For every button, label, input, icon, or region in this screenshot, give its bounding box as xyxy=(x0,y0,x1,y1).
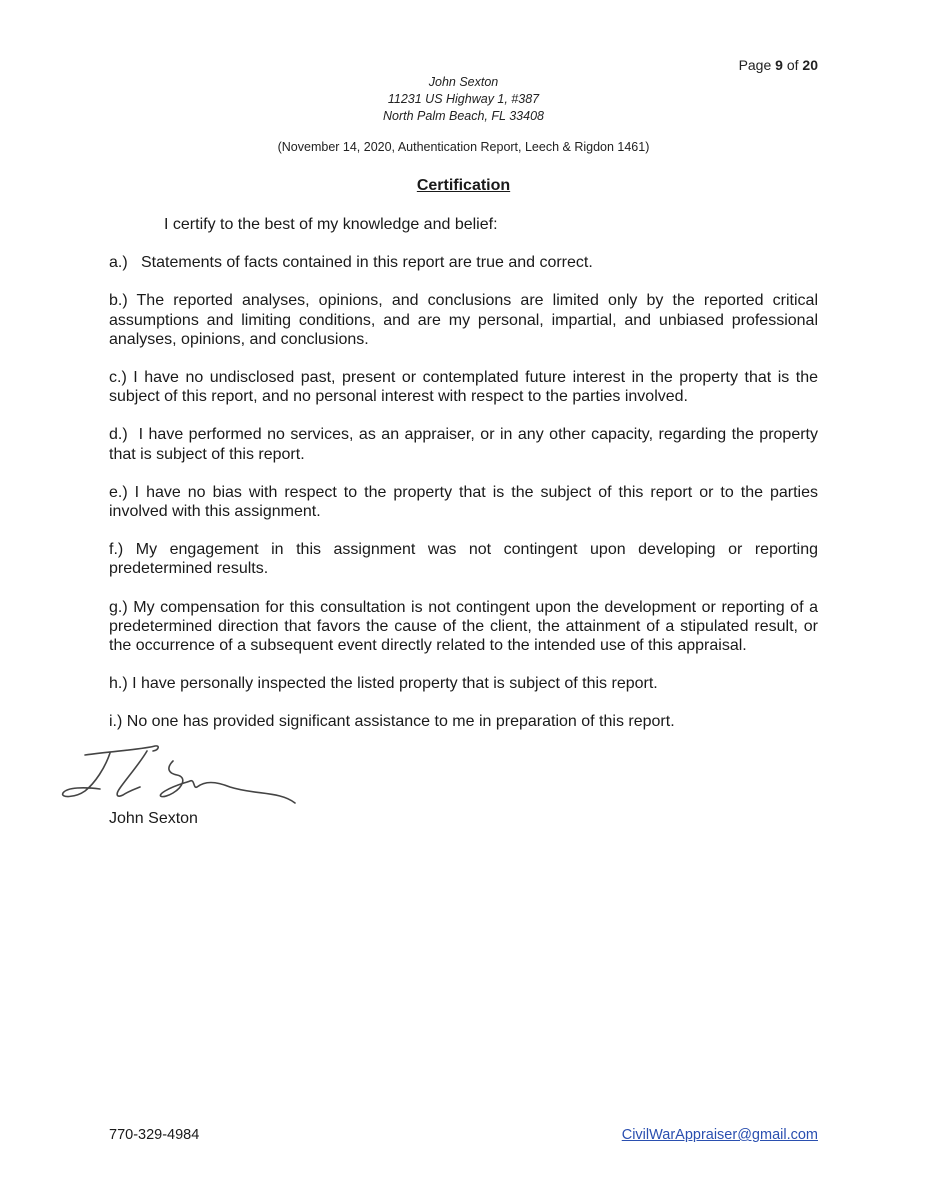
footer-email-link[interactable]: CivilWarAppraiser@gmail.com xyxy=(621,1127,818,1143)
signatory-name: John Sexton xyxy=(109,810,198,827)
intro-statement: I certify to the best of my knowledge and belief: xyxy=(164,216,498,233)
certification-item: d.) I have performed no services, as an appraiser, or in any other capacity, regarding the property that is subject of this report. xyxy=(109,426,818,463)
page-of: of xyxy=(786,57,799,73)
page-total: 20 xyxy=(802,57,818,73)
handwritten-signature xyxy=(55,743,300,811)
footer-phone: 770-329-4984 xyxy=(109,1127,200,1143)
page-number xyxy=(739,57,818,73)
certification-item: c.) I have no undisclosed past, present or contemplated future interest in the property that is the subject of this report, and no personal interest with respect to the parties involved. xyxy=(109,369,818,406)
report-reference: (November 14, 2020, Authentication Report, Leech & Rigdon 1461) xyxy=(277,140,650,154)
page-title: Certification xyxy=(416,177,511,194)
certification-item: e.) I have no bias with respect to the property that is the subject of this report or to the parties involved with this assignment. xyxy=(109,483,818,521)
address-line-2: North Palm Beach, FL 33408 xyxy=(383,109,544,123)
address-line-1: 11231 US Highway 1, #387 xyxy=(387,92,540,106)
letterhead-address xyxy=(0,74,927,125)
certification-body xyxy=(109,215,818,751)
certification-item: i.) No one has provided significant assistance to me in preparation of this report. xyxy=(109,713,675,731)
certification-item: g.) My compensation for this consultation is not contingent upon the development or reporting of a predetermined direction that favors the cause of the client, the attainment of a stipulated result, or the occurrence of a subsequent event directly related to the intended use of this appraisal. xyxy=(109,598,818,655)
page-label: Page xyxy=(738,57,772,73)
certification-item: b.) The reported analyses, opinions, and conclusions are limited only by the reported critical assumptions and limiting conditions, and are my personal, impartial, and unbiased professional analyses, opinions, and conclusions. xyxy=(109,292,818,348)
certification-item: a.) Statements of facts contained in this report are true and correct. xyxy=(109,254,593,272)
certification-item: f.) My engagement in this assignment was not contingent upon developing or reporting predetermined results. xyxy=(109,541,818,578)
certification-item: h.) I have personally inspected the listed property that is subject of this report. xyxy=(109,675,658,693)
letterhead-name: John Sexton xyxy=(428,75,499,89)
page-current: 9 xyxy=(775,57,783,73)
